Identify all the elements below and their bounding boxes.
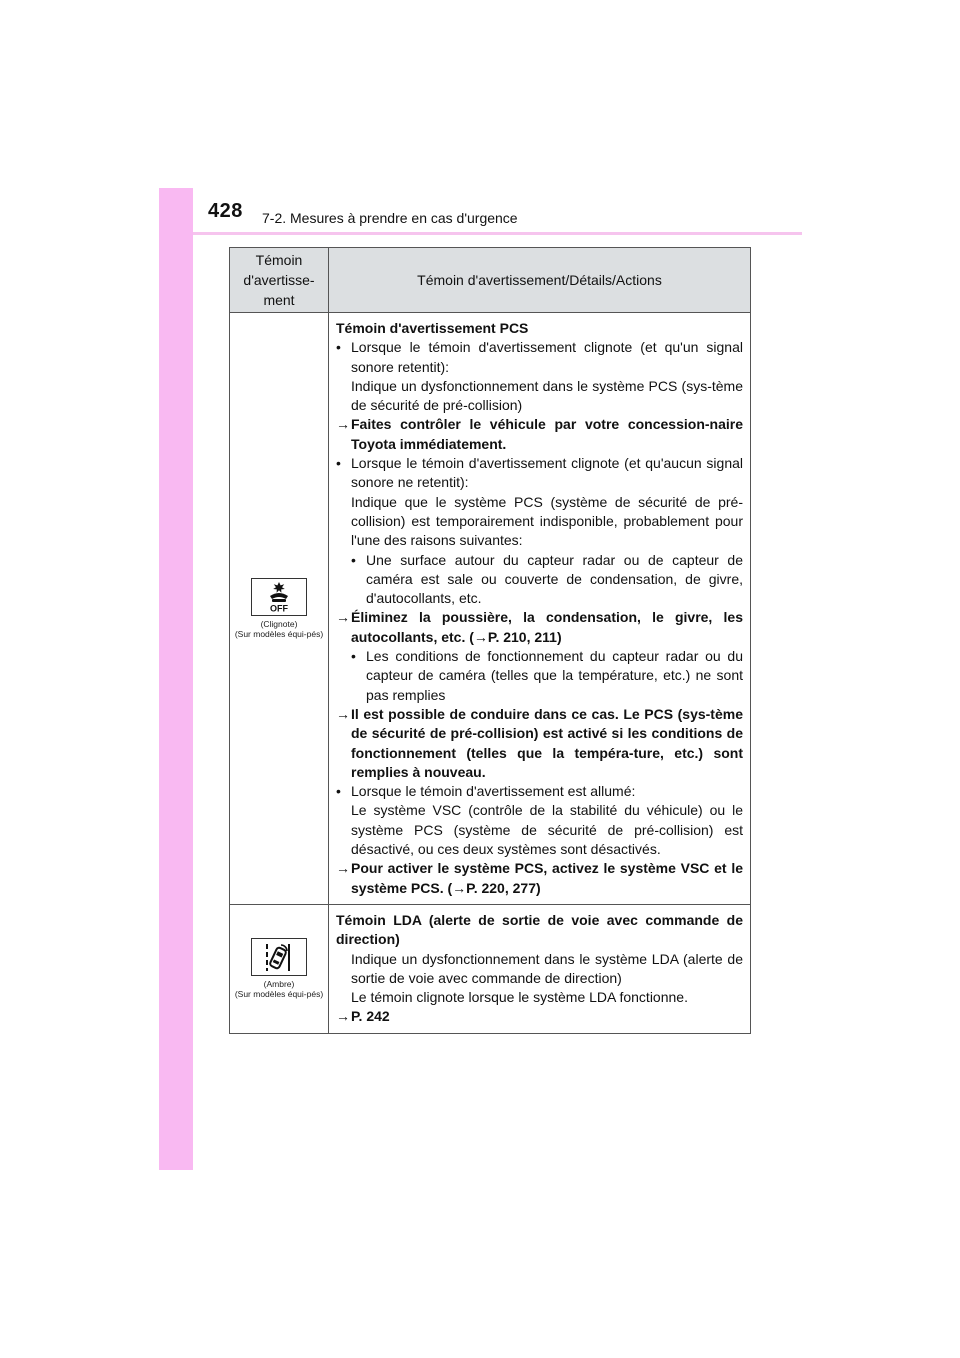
sub-list-item: • Les conditions de fonctionnement du capteur radar ou du capteur de caméra (telles que la température, etc.) ne sont pas remplies bbox=[351, 648, 743, 703]
icon-cell bbox=[230, 313, 329, 905]
warning-lights-table bbox=[229, 247, 751, 1034]
action-text: → P. 242 bbox=[336, 1008, 390, 1025]
section-title: 7-2. Mesures à prendre en cas d'urgence bbox=[262, 210, 518, 226]
sub-list-item: • Une surface autour du capteur radar ou de capteur de caméra est sale ou couverte de condensation, de givre, d'autocollants, etc. bbox=[351, 551, 743, 607]
action-text: → Éliminez la poussière, la condensation, le givre, les autocollants, etc. (→P. 210, 211) bbox=[336, 609, 743, 645]
icon-caption: (Ambre) (Sur modèles équi-pés) bbox=[234, 979, 324, 1000]
action-text: → Pour activer le système PCS, activez le système VSC et le système PCS. (→P. 220, 277) bbox=[336, 860, 743, 896]
table-row bbox=[230, 904, 751, 1033]
list-item: • Lorsque le témoin d'avertissement clignote (et qu'un signal sonore retentit): bbox=[336, 339, 743, 375]
detail-text: Indique que le système PCS (système de sécurité de pré-collision) est temporairement indisponible, probablement pour l'une des raisons suivantes: bbox=[351, 493, 743, 549]
list-item: • Lorsque le témoin d'avertissement est allumé: bbox=[336, 783, 636, 800]
list-item: • Lorsque le témoin d'avertissement clignote (et qu'aucun signal sonore ne retentit): bbox=[336, 455, 743, 491]
lda-icon bbox=[251, 938, 307, 976]
icon-cell bbox=[230, 904, 329, 1033]
action-text: → Il est possible de conduire dans ce cas. Le PCS (sys-tème de sécurité de pré-collision) est activé si les conditions de fonctionnement (telles que la tempéra-ture, etc.) sont remplies à nouveau. bbox=[336, 705, 743, 780]
chapter-side-tab bbox=[159, 188, 193, 1170]
pcs-off-icon bbox=[251, 578, 307, 616]
header-divider bbox=[193, 232, 802, 235]
detail-text: Le témoin clignote lorsque le système LDA fonctionne. bbox=[351, 989, 688, 1006]
row-title: Témoin d'avertissement PCS bbox=[336, 320, 529, 336]
col2-header: Témoin d'avertissement/Détails/Actions bbox=[329, 248, 751, 313]
detail-text: Le système VSC (contrôle de la stabilité du véhicule) ou le système PCS (système de sécurité de pré-collision) est désactivé, ou ces deux systèmes sont désactivés. bbox=[351, 802, 743, 858]
col1-header: Témoin d'avertisse-ment bbox=[230, 248, 329, 313]
detail-text: Indique un dysfonctionnement dans le système PCS (sys-tème de sécurité de pré-collision) bbox=[351, 377, 743, 414]
description-cell bbox=[329, 313, 751, 905]
description-cell bbox=[329, 904, 751, 1033]
icon-caption: (Clignote) (Sur modèles équi-pés) bbox=[234, 618, 324, 639]
row-title: Témoin LDA (alerte de sortie de voie avec commande de direction) bbox=[336, 911, 743, 948]
svg-text:OFF: OFF bbox=[270, 603, 288, 613]
page-number: 428 bbox=[208, 200, 243, 222]
table-header-row bbox=[230, 248, 751, 313]
table-row bbox=[230, 313, 751, 905]
detail-text: Indique un dysfonctionnement dans le système LDA (alerte de sortie de voie avec commande de direction) bbox=[351, 950, 743, 986]
action-text: → Faites contrôler le véhicule par votre concession-naire Toyota immédiatement. bbox=[336, 416, 743, 452]
